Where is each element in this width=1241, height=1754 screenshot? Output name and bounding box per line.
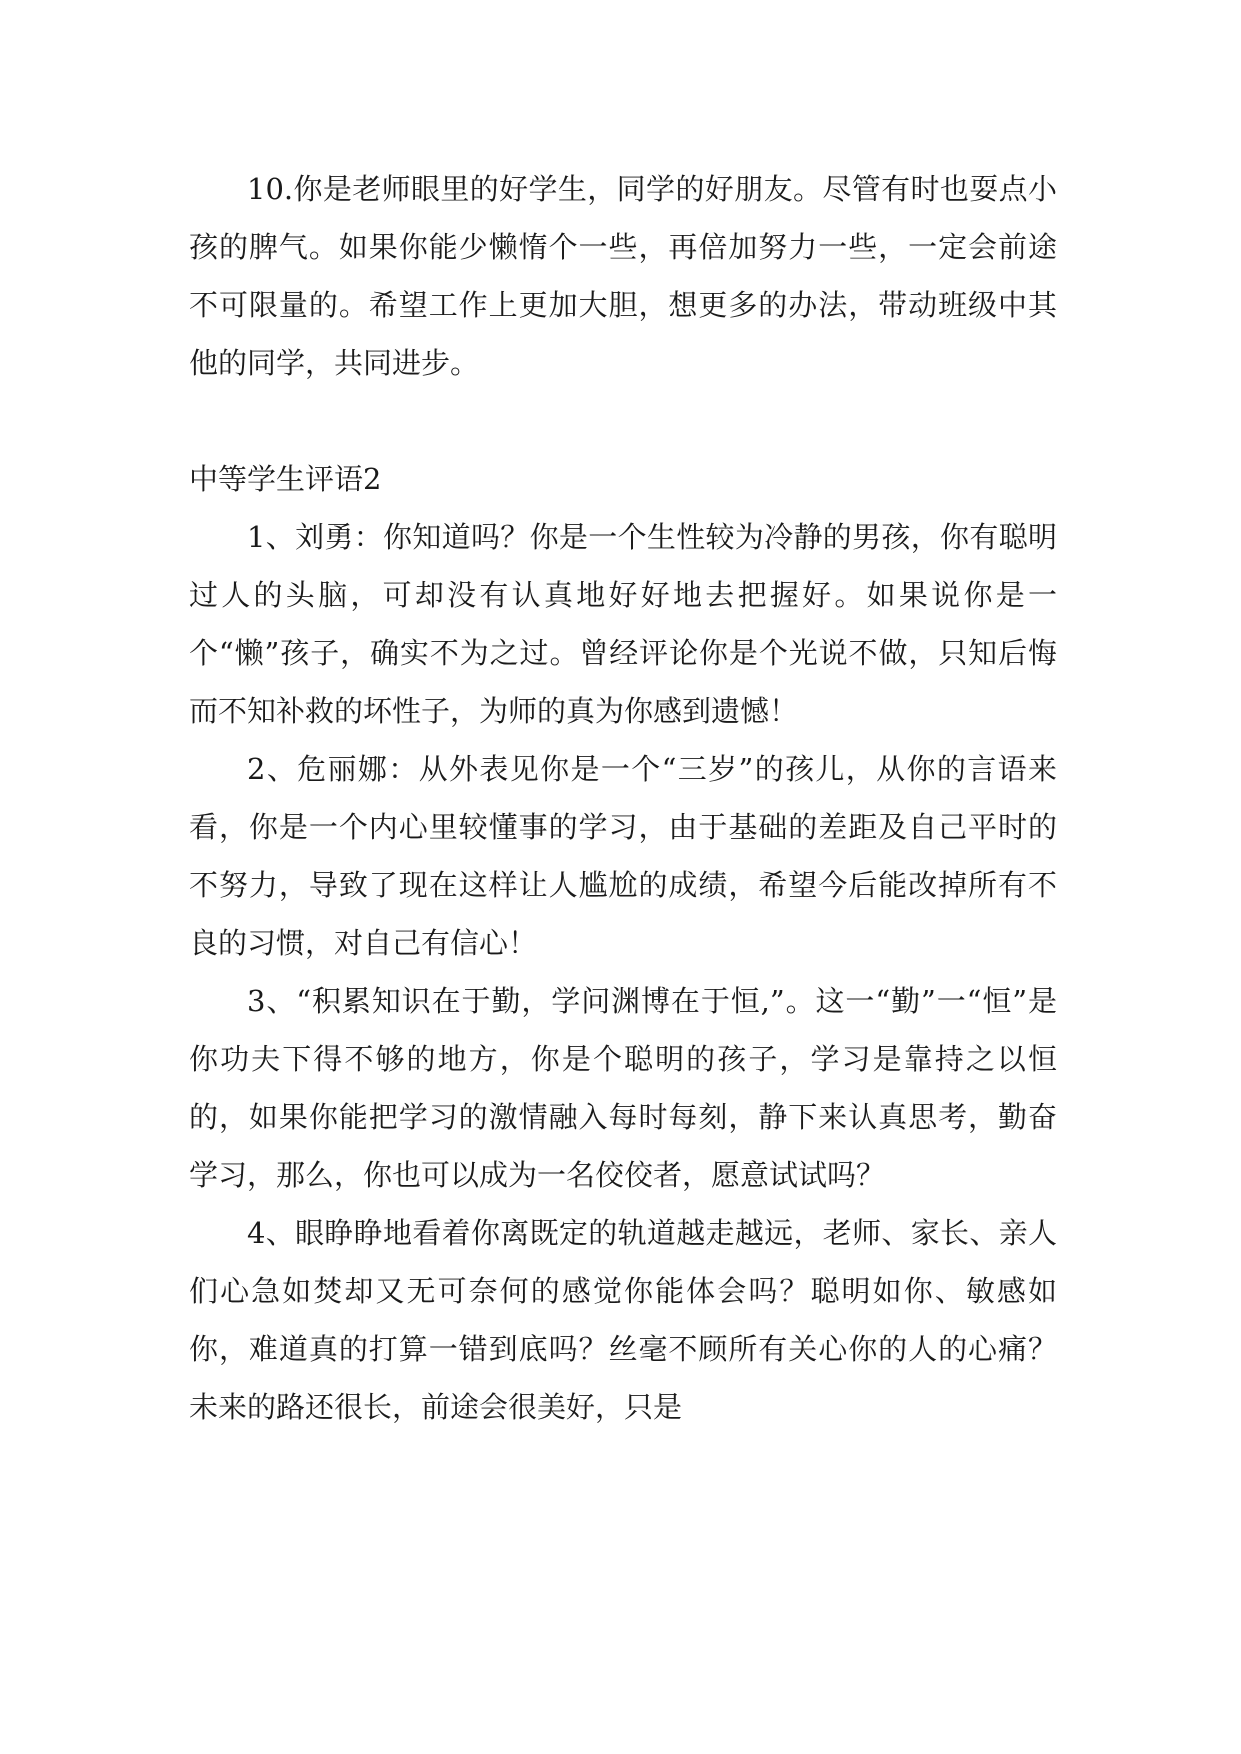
section-title: 中等学生评语2 — [189, 462, 382, 496]
comment-paragraph-3: 3、“积累知识在于勤，学问渊博在于恒,”。这一“勤”一“恒”是你功夫下得不够的地方，你是个聪明的孩子，学习是靠持之以恒的，如果你能把学习的激情融入每时每刻，静下来认真思考，勤奋学习，那么，你也可以成为一名佼佼者，愿意试试吗？ — [189, 984, 1057, 1192]
comment-paragraph-1: 1、刘勇：你知道吗？你是一个生性较为冷静的男孩，你有聪明过人的头脑，可却没有认真地好好地去把握好。如果说你是一个“懒”孩子，确实不为之过。曾经评论你是个光说不做，只知后悔而不知补救的坏性子，为师的真为你感到遗憾！ — [189, 520, 1057, 728]
opening-paragraph: 10.你是老师眼里的好学生，同学的好朋友。尽管有时也耍点小孩的脾气。如果你能少懒惰个一些，再倍加努力一些，一定会前途不可限量的。希望工作上更加大胆，想更多的办法，带动班级中其他的同学，共同进步。 — [189, 172, 1057, 380]
document-body — [189, 160, 1057, 1436]
comment-paragraph-4: 4、眼睁睁地看着你离既定的轨道越走越远，老师、家长、亲人们心急如焚却又无可奈何的感觉你能体会吗？聪明如你、敏感如你，难道真的打算一错到底吗？丝毫不顾所有关心你的人的心痛？未来的路还很长，前途会很美好，只是 — [189, 1216, 1057, 1424]
comment-paragraph-2: 2、危丽娜：从外表见你是一个“三岁”的孩儿，从你的言语来看，你是一个内心里较懂事的学习，由于基础的差距及自己平时的不努力，导致了现在这样让人尴尬的成绩，希望今后能改掉所有不良的习惯，对自己有信心！ — [189, 752, 1057, 960]
